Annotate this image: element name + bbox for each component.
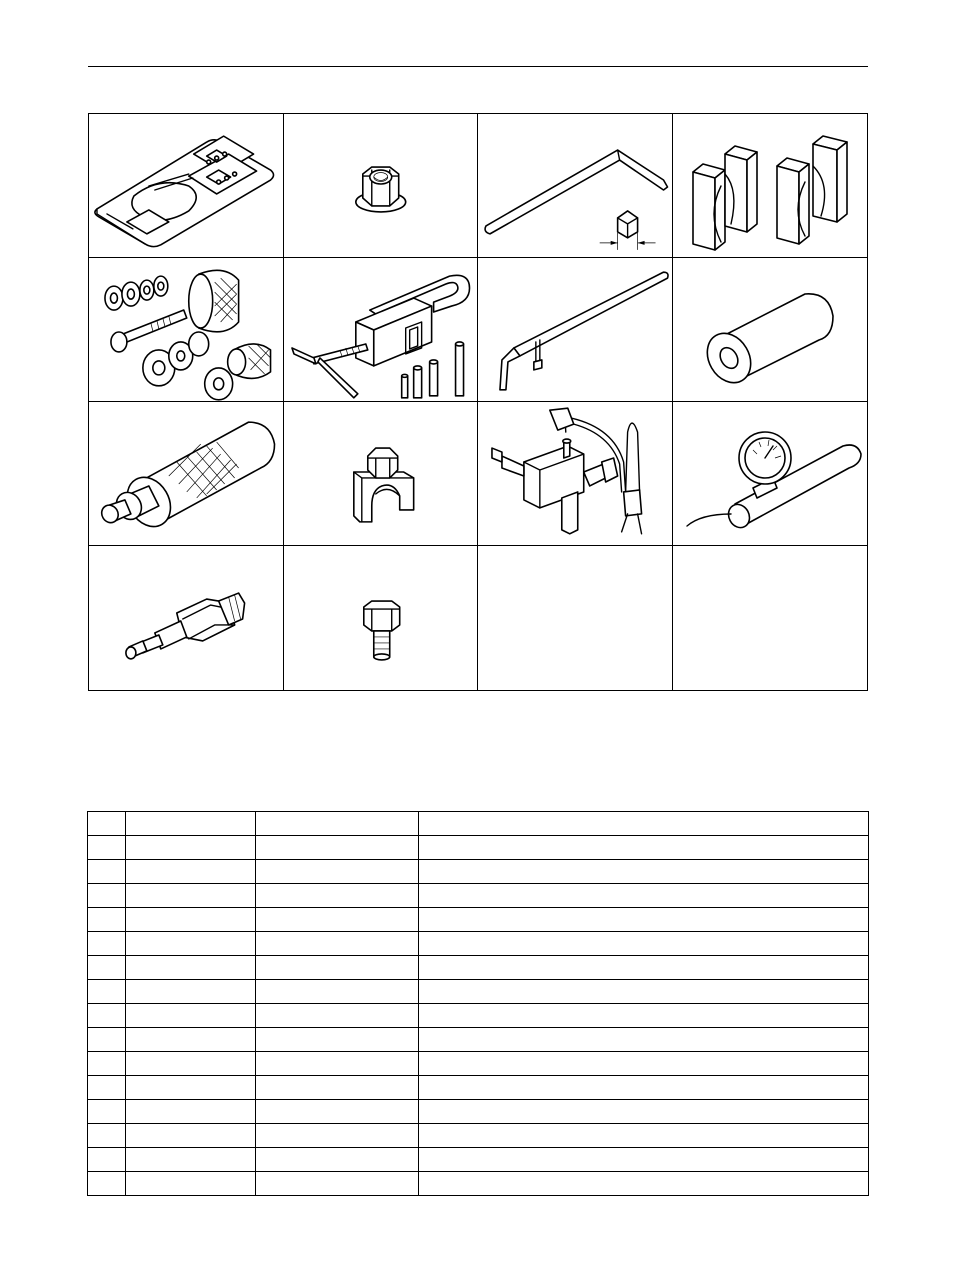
table-row [88, 908, 869, 932]
table-row [88, 1076, 869, 1100]
table-cell [256, 1004, 419, 1028]
table-cell [419, 1124, 869, 1148]
table-cell [88, 860, 126, 884]
hex-wrench-icon [478, 114, 672, 257]
knurled-driver-icon [89, 402, 283, 545]
tool-cell-2 [284, 114, 479, 258]
digital-tester-icon [89, 114, 283, 257]
installer-set-icon [89, 258, 283, 401]
tool-cell-14 [284, 546, 479, 690]
table-cell [419, 884, 869, 908]
holder-blocks-icon [673, 114, 867, 257]
table-row [88, 1100, 869, 1124]
table-cell [419, 836, 869, 860]
table-cell [88, 1028, 126, 1052]
tool-cell-11 [478, 402, 673, 546]
table-cell [256, 812, 419, 836]
table-cell [126, 1004, 256, 1028]
table-cell [126, 812, 256, 836]
table-cell [126, 1172, 256, 1196]
tool-cell-10 [284, 402, 479, 546]
table-cell [88, 1052, 126, 1076]
tool-cell-8 [673, 258, 868, 402]
table-cell [256, 908, 419, 932]
tool-illustration-grid [88, 113, 868, 691]
table-cell [419, 812, 869, 836]
table-row [88, 1148, 869, 1172]
table-cell [419, 908, 869, 932]
table-row [88, 932, 869, 956]
table-cell [88, 884, 126, 908]
table-cell [256, 932, 419, 956]
table-cell [419, 1076, 869, 1100]
table-cell [256, 1100, 419, 1124]
table-cell [256, 1052, 419, 1076]
table-cell [88, 1124, 126, 1148]
table-row [88, 860, 869, 884]
hose-adapter-icon [89, 547, 283, 690]
tool-cell-12 [673, 402, 868, 546]
table-cell [419, 1028, 869, 1052]
table-cell [419, 1100, 869, 1124]
table-cell [256, 884, 419, 908]
table-cell [256, 1124, 419, 1148]
table-cell [419, 1148, 869, 1172]
tool-cell-3 [478, 114, 673, 258]
holder-clip-icon [284, 402, 478, 545]
pressure-gauge-icon [673, 402, 867, 545]
tool-cell-15-empty [478, 546, 673, 690]
table-cell [126, 1052, 256, 1076]
table-cell [126, 932, 256, 956]
table-cell [126, 884, 256, 908]
bent-rod-icon [478, 258, 672, 401]
table-cell [126, 1076, 256, 1100]
table-row [88, 1052, 869, 1076]
table-cell [419, 956, 869, 980]
table-row [88, 1028, 869, 1052]
sleeve-icon [673, 258, 867, 401]
tool-cell-6 [284, 258, 479, 402]
table-cell [256, 1172, 419, 1196]
table-cell [126, 1124, 256, 1148]
table-cell [126, 836, 256, 860]
table-cell [88, 1148, 126, 1172]
table-cell [88, 1172, 126, 1196]
valve-adapter-icon [478, 402, 672, 545]
table-cell [88, 1076, 126, 1100]
table-cell [256, 1148, 419, 1172]
table-cell [419, 980, 869, 1004]
table-cell [88, 1100, 126, 1124]
table-cell [88, 980, 126, 1004]
flange-nut-icon [284, 114, 478, 257]
table-cell [126, 956, 256, 980]
table-row [88, 980, 869, 1004]
table-row [88, 1124, 869, 1148]
table-row [88, 836, 869, 860]
header-rule [88, 66, 868, 67]
table-cell [419, 860, 869, 884]
tool-cell-4 [673, 114, 868, 258]
table-cell [126, 1148, 256, 1172]
tool-list-table [87, 811, 869, 1196]
table-cell [256, 860, 419, 884]
table-cell [88, 812, 126, 836]
table-cell [256, 1076, 419, 1100]
table-cell [256, 1028, 419, 1052]
table-row [88, 1172, 869, 1196]
puller-set-icon [284, 258, 478, 401]
tool-table-body [88, 812, 869, 1196]
table-cell [88, 908, 126, 932]
table-cell [256, 956, 419, 980]
tool-cell-13 [89, 546, 284, 690]
table-cell [88, 836, 126, 860]
table-cell [256, 836, 419, 860]
table-cell [126, 1100, 256, 1124]
table-cell [88, 932, 126, 956]
table-cell [88, 956, 126, 980]
table-cell [419, 1004, 869, 1028]
table-row [88, 1004, 869, 1028]
tool-cell-5 [89, 258, 284, 402]
table-cell [126, 980, 256, 1004]
table-cell [88, 1004, 126, 1028]
table-cell [419, 932, 869, 956]
tool-cell-9 [89, 402, 284, 546]
table-cell [419, 1052, 869, 1076]
table-cell [126, 860, 256, 884]
table-cell [126, 908, 256, 932]
tool-cell-7 [478, 258, 673, 402]
hex-bolt-icon [284, 547, 478, 690]
table-row [88, 956, 869, 980]
table-cell [126, 1028, 256, 1052]
tool-cell-16-empty [673, 546, 868, 690]
tool-cell-1 [89, 114, 284, 258]
table-row [88, 812, 869, 836]
table-cell [256, 980, 419, 1004]
table-cell [419, 1172, 869, 1196]
table-row [88, 884, 869, 908]
